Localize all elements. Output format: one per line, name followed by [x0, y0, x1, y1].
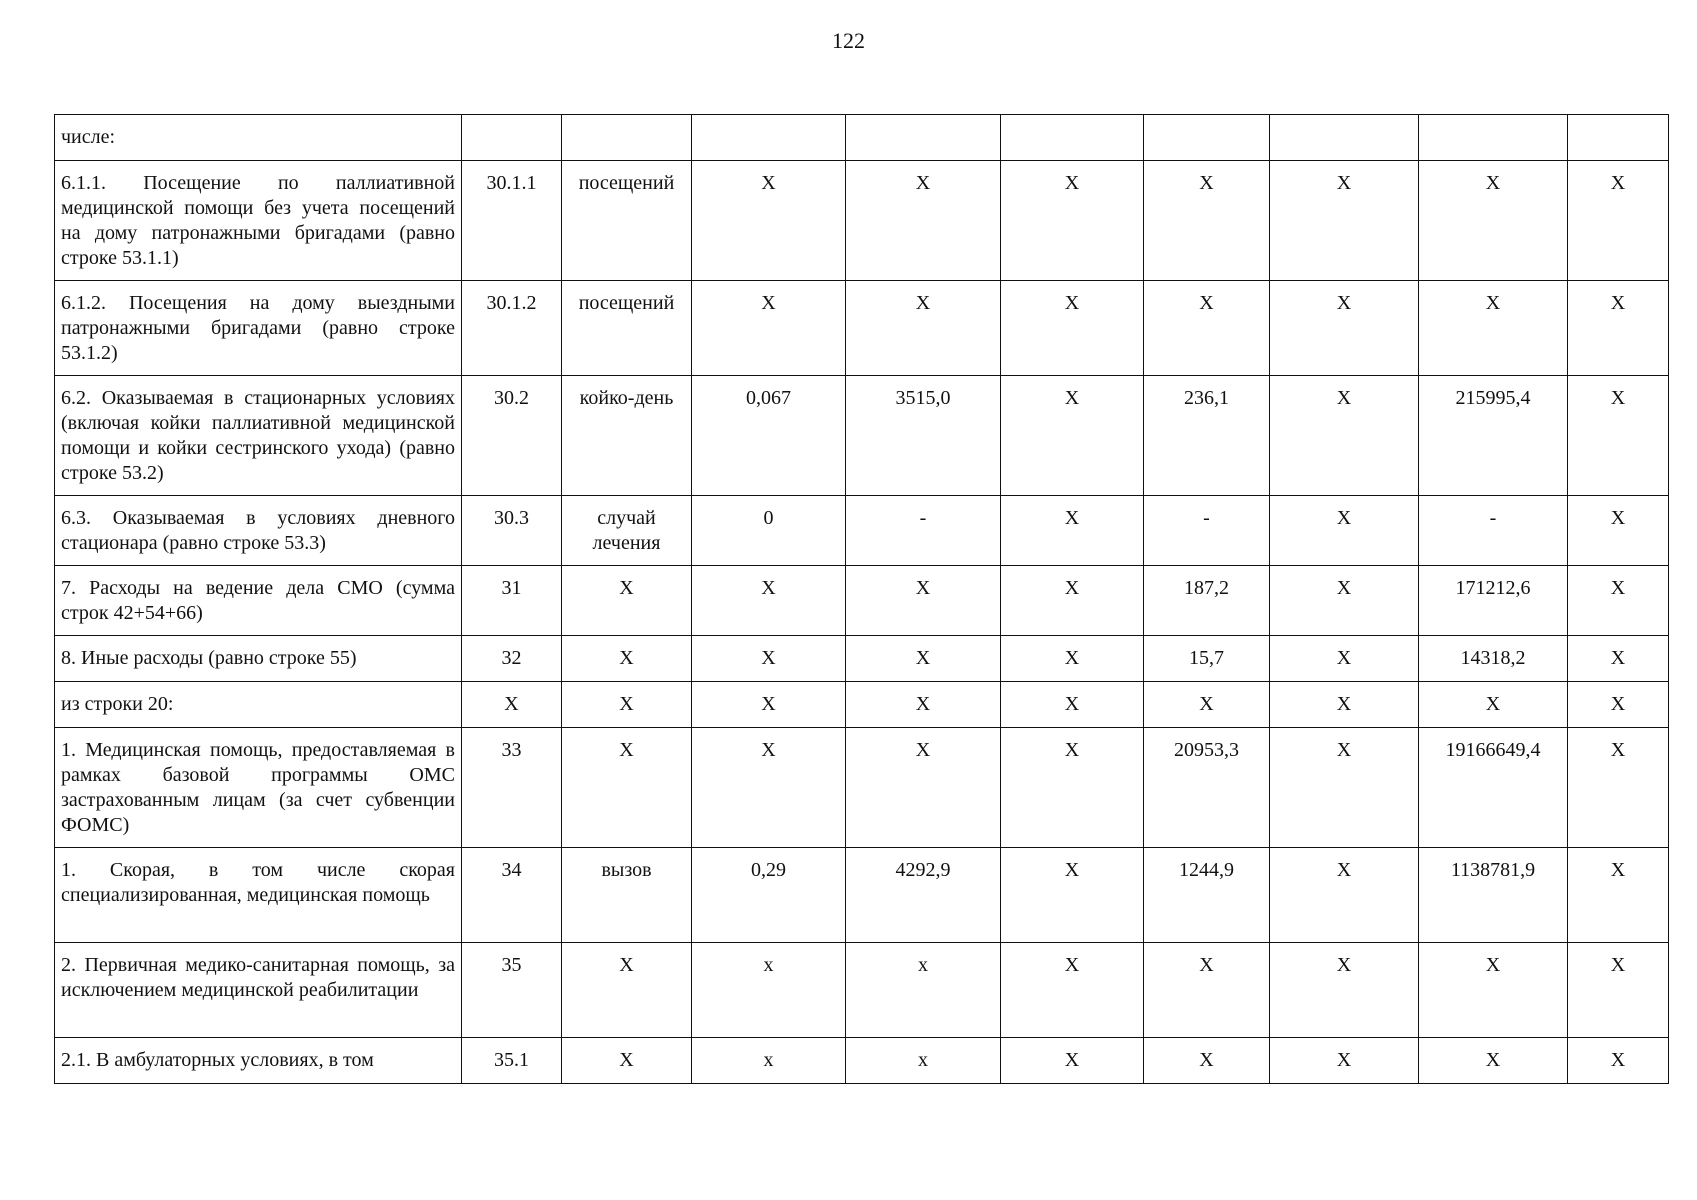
- table-cell: 19166649,4: [1419, 728, 1568, 848]
- row-description: числе:: [55, 115, 462, 161]
- table-cell: X: [846, 682, 1001, 728]
- table-cell: X: [1568, 1038, 1669, 1084]
- table-cell: -: [1419, 496, 1568, 566]
- table-cell: x: [846, 943, 1001, 1038]
- table-cell: X: [1568, 161, 1669, 281]
- table-cell: -: [1144, 496, 1270, 566]
- table-cell: x: [846, 1038, 1001, 1084]
- table-cell: X: [1568, 943, 1669, 1038]
- table-cell: X: [1568, 728, 1669, 848]
- table-cell: X: [846, 566, 1001, 636]
- table-cell: 34: [462, 848, 562, 943]
- table-cell: 32: [462, 636, 562, 682]
- table-cell: [692, 115, 846, 161]
- table-cell: 33: [462, 728, 562, 848]
- table-cell: X: [1270, 496, 1419, 566]
- table-cell: X: [1419, 943, 1568, 1038]
- table-cell: 0: [692, 496, 846, 566]
- table-cell: 0,29: [692, 848, 846, 943]
- table-cell: X: [1568, 682, 1669, 728]
- table-cell: X: [1144, 161, 1270, 281]
- table-cell: [846, 115, 1001, 161]
- table-cell: X: [1568, 496, 1669, 566]
- table-cell: X: [1144, 1038, 1270, 1084]
- data-table: [54, 114, 1669, 1084]
- table-cell: 4292,9: [846, 848, 1001, 943]
- table-cell: X: [1568, 636, 1669, 682]
- table-cell: X: [1568, 566, 1669, 636]
- row-description: 6.1.2. Посещения на дому выездными патронажными бригадами (равно строке 53.1.2): [55, 281, 462, 376]
- row-description: из строки 20:: [55, 682, 462, 728]
- table-cell: посещений: [562, 281, 692, 376]
- table-cell: X: [562, 943, 692, 1038]
- table-cell: x: [692, 943, 846, 1038]
- table-cell: 171212,6: [1419, 566, 1568, 636]
- table-cell: X: [562, 682, 692, 728]
- table-row: [55, 848, 1669, 943]
- table-row: [55, 636, 1669, 682]
- table-cell: [1419, 115, 1568, 161]
- table-cell: X: [846, 728, 1001, 848]
- table-cell: X: [1270, 281, 1419, 376]
- row-description: 6.1.1. Посещение по паллиативной медицинской помощи без учета посещений на дому патронажными бригадами (равно строке 53.1.1): [55, 161, 462, 281]
- table-cell: X: [1419, 1038, 1568, 1084]
- table-cell: 30.2: [462, 376, 562, 496]
- table-cell: X: [1270, 1038, 1419, 1084]
- table-cell: посещений: [562, 161, 692, 281]
- table-cell: [1568, 115, 1669, 161]
- table-cell: 30.1.2: [462, 281, 562, 376]
- row-description: 2.1. В амбулаторных условиях, в том: [55, 1038, 462, 1084]
- table-row: [55, 496, 1669, 566]
- table-cell: X: [692, 161, 846, 281]
- table-cell: X: [1568, 281, 1669, 376]
- table-cell: -: [846, 496, 1001, 566]
- table-cell: X: [1270, 682, 1419, 728]
- table-cell: вызов: [562, 848, 692, 943]
- table-cell: X: [1144, 682, 1270, 728]
- row-description: 6.3. Оказываемая в условиях дневного стационара (равно строке 53.3): [55, 496, 462, 566]
- table-cell: 35: [462, 943, 562, 1038]
- row-description: 8. Иные расходы (равно строке 55): [55, 636, 462, 682]
- row-description: 6.2. Оказываемая в стационарных условиях (включая койки паллиативной медицинской помощи и койки сестринского ухода) (равно строке 53.2): [55, 376, 462, 496]
- table-cell: X: [692, 636, 846, 682]
- table-cell: X: [1001, 1038, 1144, 1084]
- table-cell: X: [562, 636, 692, 682]
- table-cell: 0,067: [692, 376, 846, 496]
- table-cell: X: [1419, 682, 1568, 728]
- table-cell: X: [1144, 943, 1270, 1038]
- table-cell: 14318,2: [1419, 636, 1568, 682]
- page-number: 122: [832, 28, 865, 53]
- table-cell: 236,1: [1144, 376, 1270, 496]
- table-cell: X: [462, 682, 562, 728]
- row-description: 1. Скорая, в том числе скорая специализированная, медицинская помощь: [55, 848, 462, 943]
- table-cell: X: [846, 161, 1001, 281]
- table-cell: X: [1270, 161, 1419, 281]
- table-cell: X: [1270, 728, 1419, 848]
- table-cell: 35.1: [462, 1038, 562, 1084]
- table-cell: 31: [462, 566, 562, 636]
- row-description: 2. Первичная медико-санитарная помощь, за исключением медицинской реабилитации: [55, 943, 462, 1038]
- row-description: 7. Расходы на ведение дела СМО (сумма строк 42+54+66): [55, 566, 462, 636]
- table-cell: X: [1001, 281, 1144, 376]
- table-cell: X: [1001, 728, 1144, 848]
- table-cell: X: [1270, 636, 1419, 682]
- table-row: [55, 1038, 1669, 1084]
- table-cell: X: [692, 281, 846, 376]
- table-row: [55, 376, 1669, 496]
- table-cell: 215995,4: [1419, 376, 1568, 496]
- table-cell: X: [1419, 281, 1568, 376]
- table-cell: X: [1270, 376, 1419, 496]
- table-cell: X: [846, 281, 1001, 376]
- table-cell: 1138781,9: [1419, 848, 1568, 943]
- table-cell: X: [692, 728, 846, 848]
- table-row: [55, 115, 1669, 161]
- table-cell: 20953,3: [1144, 728, 1270, 848]
- table-cell: X: [562, 1038, 692, 1084]
- table-cell: X: [1270, 848, 1419, 943]
- table-cell: [562, 115, 692, 161]
- table-row: [55, 161, 1669, 281]
- table-cell: X: [1001, 848, 1144, 943]
- table-cell: X: [1270, 943, 1419, 1038]
- table-cell: 15,7: [1144, 636, 1270, 682]
- table-cell: X: [1001, 376, 1144, 496]
- table-row: [55, 728, 1669, 848]
- table-cell: X: [1001, 943, 1144, 1038]
- table-cell: койко-день: [562, 376, 692, 496]
- table-cell: [1270, 115, 1419, 161]
- table-cell: X: [1568, 376, 1669, 496]
- table-cell: [1144, 115, 1270, 161]
- table-cell: X: [1001, 496, 1144, 566]
- table-cell: 1244,9: [1144, 848, 1270, 943]
- table-cell: X: [692, 682, 846, 728]
- table-row: [55, 281, 1669, 376]
- table-row: [55, 566, 1669, 636]
- table-cell: X: [846, 636, 1001, 682]
- row-description: 1. Медицинская помощь, предоставляемая в рамках базовой программы ОМС застрахованным лицам (за счет субвенции ФОМС): [55, 728, 462, 848]
- table-cell: X: [1001, 636, 1144, 682]
- table-cell: 30.1.1: [462, 161, 562, 281]
- table-cell: x: [692, 1038, 846, 1084]
- table-cell: случай лечения: [562, 496, 692, 566]
- table-cell: X: [1568, 848, 1669, 943]
- table-cell: 3515,0: [846, 376, 1001, 496]
- table-cell: X: [1001, 161, 1144, 281]
- table-cell: X: [1144, 281, 1270, 376]
- table-cell: [462, 115, 562, 161]
- table-row: [55, 943, 1669, 1038]
- table-cell: [1001, 115, 1144, 161]
- table-cell: X: [1001, 566, 1144, 636]
- table-cell: 187,2: [1144, 566, 1270, 636]
- table-cell: X: [562, 566, 692, 636]
- table-cell: X: [1270, 566, 1419, 636]
- table-cell: X: [1419, 161, 1568, 281]
- table-cell: X: [1001, 682, 1144, 728]
- table-row: [55, 682, 1669, 728]
- table-cell: X: [692, 566, 846, 636]
- table-cell: X: [562, 728, 692, 848]
- table-cell: 30.3: [462, 496, 562, 566]
